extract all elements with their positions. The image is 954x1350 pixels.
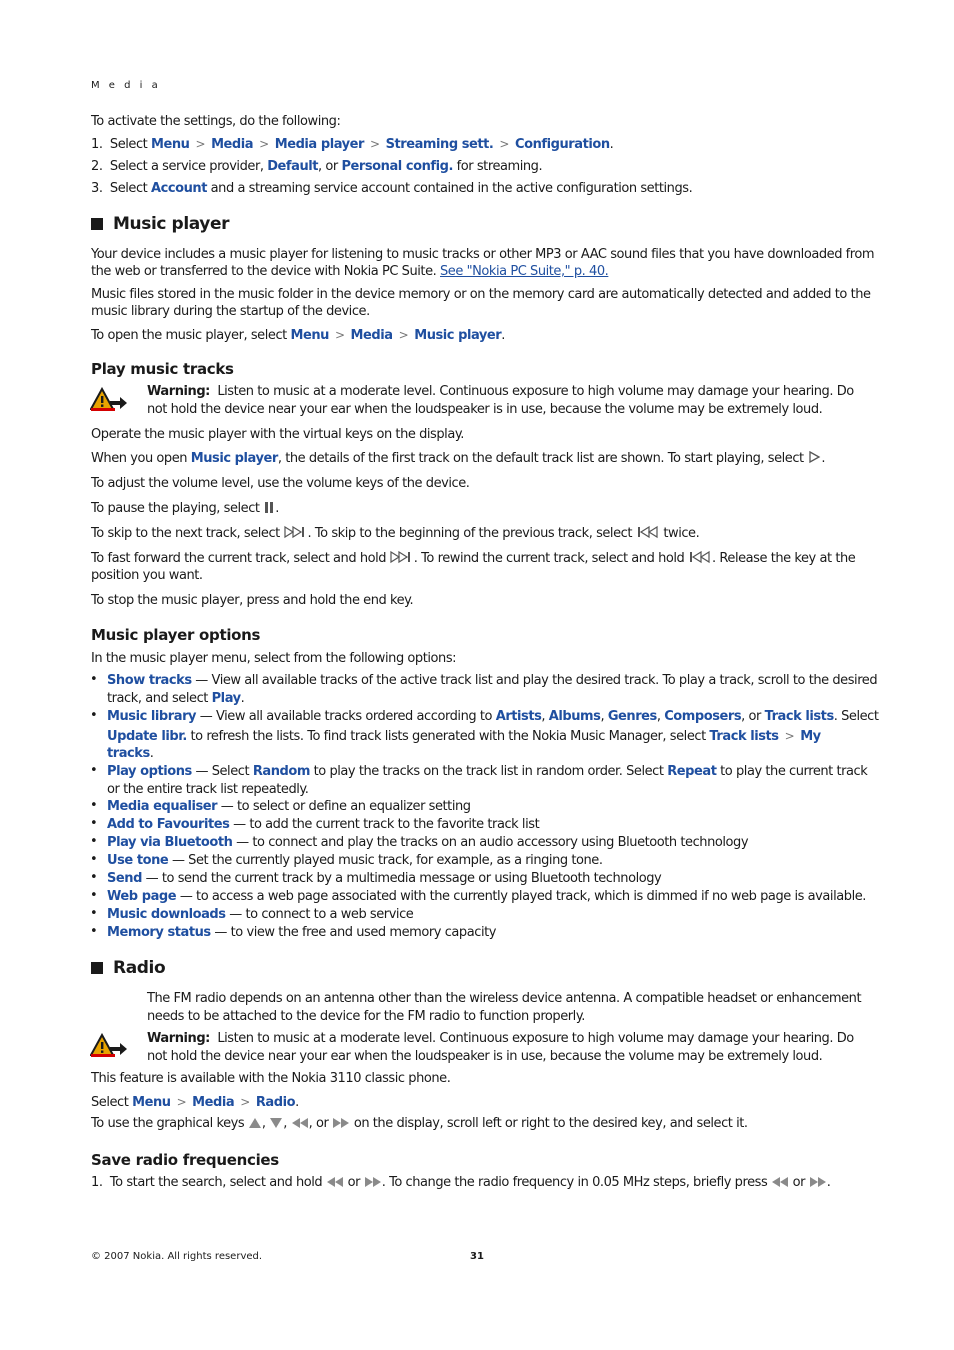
link-music-player[interactable]: Music player	[414, 328, 502, 343]
option-music-library-cont2: tracks.	[107, 746, 154, 761]
option-play-options-cont: or the entire track list repeatedly.	[107, 782, 309, 797]
option-memory-status: Memory status — to view the free and used memory capacity	[107, 925, 496, 940]
music-player-p3: To open the music player, select Menu > Media > Music player.	[91, 328, 505, 343]
link-memory-status[interactable]: Memory status	[107, 925, 211, 940]
step-3: 3. Select Account and a streaming service account contained in the active configuration settings.	[91, 181, 693, 196]
option-send: Send — to send the current track by a multimedia message or using Bluetooth technology	[107, 871, 662, 886]
music-player-p2a: Music files stored in the music folder in the device memory or on the memory card are automatically detected and added to the	[91, 287, 871, 302]
footer-copyright: © 2007 Nokia. All rights reserved.	[91, 1251, 263, 1262]
link-show-tracks[interactable]: Show tracks	[107, 673, 192, 688]
link-menu[interactable]: Menu	[150, 137, 190, 152]
option-show-tracks-cont: track, and select Play.	[107, 691, 245, 706]
heading-save-radio-frequencies: Save radio frequencies	[91, 1151, 279, 1169]
skip-back-icon	[636, 525, 660, 539]
intro-lead: To activate the settings, do the following:	[91, 114, 341, 129]
bullet-icon: •	[90, 798, 98, 813]
option-music-library-cont: Update libr. to refresh the lists. To find track lists generated with the Nokia Music Manager, select Track lists > My	[107, 729, 821, 744]
option-play-via-bluetooth: Play via Bluetooth — to connect and play the tracks on an audio accessory using Bluetooth technology	[107, 835, 749, 850]
link-my-tracks[interactable]: tracks	[107, 746, 150, 761]
pause-icon	[263, 500, 275, 514]
bullet-icon: •	[90, 924, 98, 939]
link-play-options[interactable]: Play options	[107, 764, 192, 779]
music-player-p1b: the web or transferred to the device with Nokia PC Suite. See "Nokia PC Suite," p. 40.	[91, 264, 609, 279]
bullet-icon: •	[90, 870, 98, 885]
bullet-icon: •	[90, 708, 98, 723]
option-music-library: Music library — View all available tracks ordered according to Artists, Albums, Genres, Composers, or Track lists. Select	[107, 709, 879, 724]
radio-availability: This feature is available with the Nokia 3110 classic phone.	[91, 1071, 451, 1086]
play-l6-cont: position you want.	[91, 568, 203, 583]
down-key-icon	[269, 1117, 283, 1129]
save-step-1: 1. To start the search, select and hold or . To change the radio frequency in 0.05 MHz steps, briefly press or .	[91, 1175, 831, 1190]
right-key-icon	[809, 1176, 827, 1188]
bullet-icon: •	[90, 816, 98, 831]
link-track-lists[interactable]: Track lists	[764, 709, 834, 724]
radio-note-2: needs to be attached to the device for the FM radio to function properly.	[147, 1009, 585, 1024]
play-l3: To adjust the volume level, use the volume keys of the device.	[91, 476, 470, 491]
play-l5: To skip to the next track, select . To skip to the beginning of the previous track, select twice.	[91, 526, 700, 541]
link-my-tracks[interactable]: My	[800, 729, 821, 744]
link-random[interactable]: Random	[252, 764, 310, 779]
link-update-libr[interactable]: Update libr.	[107, 729, 187, 744]
option-show-tracks: Show tracks — View all available tracks of the active track list and play the desired track. To play a track, scroll to the desired	[107, 673, 878, 688]
link-track-lists[interactable]: Track lists	[709, 729, 779, 744]
step-1: 1. Select Menu > Media > Media player > Streaming sett. > Configuration.	[91, 137, 614, 152]
bullet-icon: •	[90, 763, 98, 778]
skip-forward-icon	[284, 525, 308, 539]
link-play[interactable]: Play	[211, 691, 241, 706]
link-albums[interactable]: Albums	[548, 709, 601, 724]
play-l6: To fast forward the current track, select and hold . To rewind the current track, select and hold . Release the key at the	[91, 551, 856, 566]
link-radio[interactable]: Radio	[255, 1095, 296, 1110]
link-media-player[interactable]: Media player	[274, 137, 364, 152]
option-add-to-favourites: Add to Favourites — to add the current track to the favorite track list	[107, 817, 540, 832]
fast-forward-icon	[390, 550, 414, 564]
play-l1: Operate the music player with the virtual keys on the display.	[91, 427, 464, 442]
radio-select-path: Select Menu > Media > Radio.	[91, 1095, 299, 1110]
link-genres[interactable]: Genres	[607, 709, 657, 724]
link-media[interactable]: Media	[192, 1095, 235, 1110]
radio-warning-line-2: not hold the device near your ear when the loudspeaker is in use, because the volume may be extremely loud.	[147, 1049, 823, 1064]
bullet-icon: •	[90, 672, 98, 687]
play-l7: To stop the music player, press and hold the end key.	[91, 593, 414, 608]
heading-play-music-tracks: Play music tracks	[91, 360, 234, 378]
link-streaming-sett[interactable]: Streaming sett.	[385, 137, 494, 152]
radio-warning-line-1: Warning: Listen to music at a moderate level. Continuous exposure to high volume may damage your hearing. Do	[147, 1031, 854, 1046]
bullet-icon: •	[90, 834, 98, 849]
left-key-icon	[326, 1176, 344, 1188]
square-bullet-icon	[91, 962, 103, 974]
play-l2: When you open Music player, the details of the first track on the default track list are shown. To start playing, select .	[91, 451, 826, 466]
link-default[interactable]: Default	[267, 159, 319, 174]
right-key-icon	[364, 1176, 382, 1188]
rewind-icon	[688, 550, 712, 564]
link-music-library[interactable]: Music library	[107, 709, 197, 724]
option-web-page: Web page — to access a web page associated with the currently played track, which is dimmed if no web page is available.	[107, 889, 866, 904]
option-play-options: Play options — Select Random to play the tracks on the track list in random order. Select Repeat to play the current track	[107, 764, 868, 779]
link-media-equaliser[interactable]: Media equaliser	[107, 799, 218, 814]
link-music-downloads[interactable]: Music downloads	[107, 907, 226, 922]
heading-music-player-options: Music player options	[91, 626, 261, 644]
radio-note-1: The FM radio depends on an antenna other than the wireless device antenna. A compatible headset or enhancement	[147, 991, 862, 1006]
bullet-icon: •	[90, 888, 98, 903]
link-account[interactable]: Account	[150, 181, 207, 196]
radio-keys: To use the graphical keys , , , or on the display, scroll left or right to the desired key, and select it.	[91, 1116, 748, 1131]
square-bullet-icon	[91, 218, 103, 230]
bullet-icon: •	[90, 906, 98, 921]
right-key-icon	[332, 1117, 350, 1129]
step-2: 2. Select a service provider, Default, or Personal config. for streaming.	[91, 159, 543, 174]
link-artists[interactable]: Artists	[495, 709, 542, 724]
up-key-icon	[248, 1117, 262, 1129]
heading-music-player: Music player	[91, 214, 229, 234]
warning-icon	[90, 387, 128, 413]
link-configuration[interactable]: Configuration	[515, 137, 610, 152]
link-add-to-favourites[interactable]: Add to Favourites	[107, 817, 230, 832]
link-web-page[interactable]: Web page	[107, 889, 177, 904]
link-menu[interactable]: Menu	[132, 1095, 171, 1110]
warning-icon	[90, 1033, 128, 1059]
link-composers[interactable]: Composers	[664, 709, 742, 724]
link-menu[interactable]: Menu	[290, 328, 329, 343]
option-music-downloads: Music downloads — to connect to a web service	[107, 907, 414, 922]
warning-line-1: Warning: Listen to music at a moderate level. Continuous exposure to high volume may damage your hearing. Do	[147, 384, 854, 399]
music-player-p2b: music library during the startup of the device.	[91, 304, 370, 319]
option-media-equaliser: Media equaliser — to select or define an equalizer setting	[107, 799, 471, 814]
heading-radio: Radio	[91, 958, 165, 978]
link-use-tone[interactable]: Use tone	[107, 853, 169, 868]
left-key-icon	[771, 1176, 789, 1188]
link-send[interactable]: Send	[107, 871, 142, 886]
link-personal-config[interactable]: Personal config.	[341, 159, 453, 174]
left-key-icon	[291, 1117, 309, 1129]
link-media[interactable]: Media	[211, 137, 254, 152]
running-header: M e d i a	[91, 80, 161, 91]
play-l4: To pause the playing, select .	[91, 501, 279, 516]
link-media[interactable]: Media	[350, 328, 393, 343]
music-player-p1a: Your device includes a music player for listening to music tracks or other MP3 or AAC sound files that you have downloaded from	[91, 247, 875, 262]
option-use-tone: Use tone — Set the currently played music track, for example, as a ringing tone.	[107, 853, 603, 868]
link-music-player[interactable]: Music player	[190, 451, 278, 466]
bullet-icon: •	[90, 852, 98, 867]
play-icon	[807, 450, 821, 464]
link-play-via-bluetooth[interactable]: Play via Bluetooth	[107, 835, 233, 850]
page-number: 31	[470, 1251, 484, 1262]
options-lead: In the music player menu, select from the following options:	[91, 651, 457, 666]
link-repeat[interactable]: Repeat	[667, 764, 717, 779]
link-nokia-pc-suite[interactable]: See "Nokia PC Suite," p. 40.	[440, 264, 609, 279]
warning-line-2: not hold the device near your ear when the loudspeaker is in use, because the volume may be extremely loud.	[147, 402, 823, 417]
